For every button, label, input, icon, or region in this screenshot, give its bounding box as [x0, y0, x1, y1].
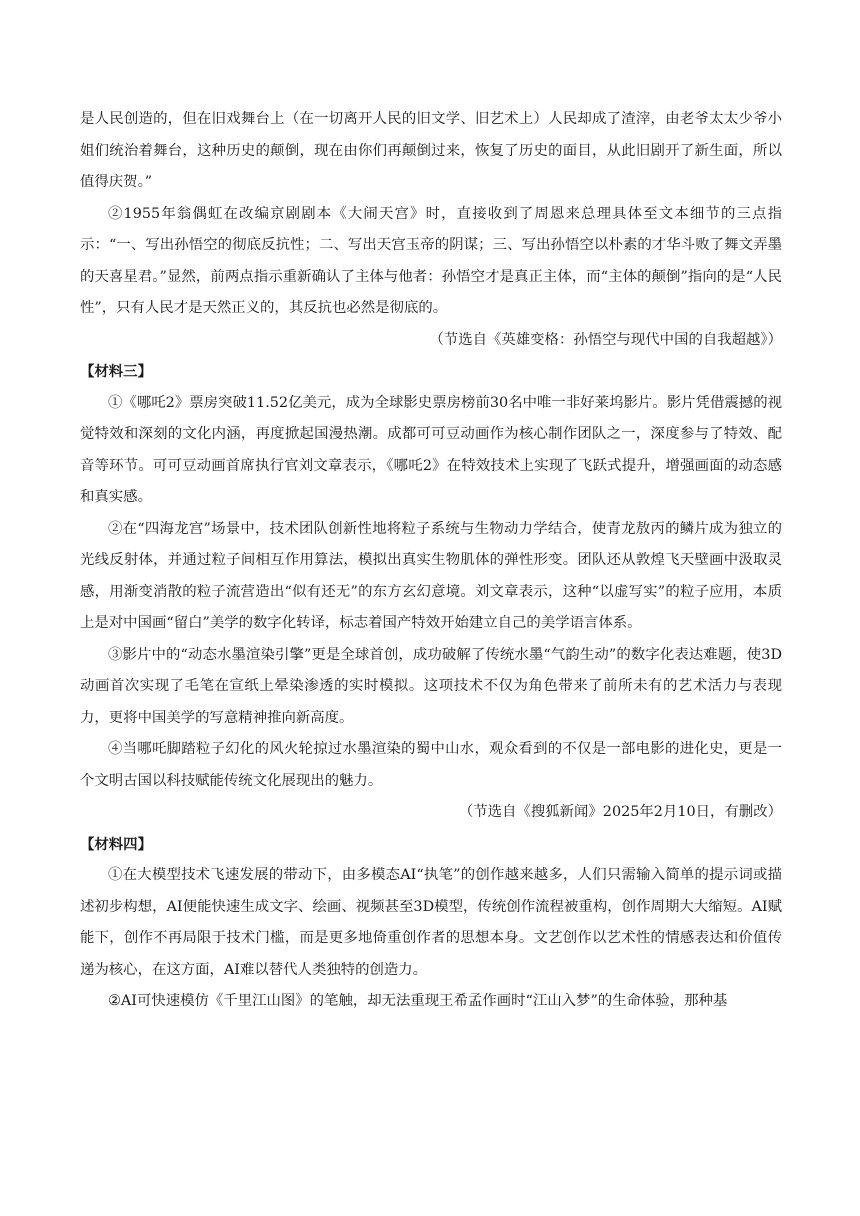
- paragraph-material3-item1: ①《哪吒2》票房突破11.52亿美元，成为全球影史票房榜前30名中唯一非好莱坞影片。影片凭借震撼的视觉特效和深刻的文化内涵，再度掀起国漫热潮。成都可可豆动画作为核心制作团队之一，深度参与了特效、配音等环节。可可豆动画首席执行官刘文章表示，《哪吒2》在特效技术上实现了飞跃式提升，增强画面的动态感和真实感。: [80, 394, 782, 505]
- paragraph-material4-item2: ②AI可快速模仿《千里江山图》的笔触，却无法重现王希孟作画时“江山入梦”的生命体验，那种基: [108, 993, 728, 1009]
- paragraph-material3-item3: ③影片中的“动态水墨渲染引擎”更是全球首创，成功破解了传统水墨“气韵生动”的数字化表达难题，使3D动画首次实现了毛笔在宣纸上晕染渗透的实时模拟。这项技术不仅为角色带来了前所未有的艺术活力与表现力，更将中国美学的写意精神推向新高度。: [80, 646, 782, 726]
- document-body: [80, 104, 782, 1018]
- source-citation: （节选自《英雄变格：孙悟空与现代中国的自我超越》）: [429, 331, 782, 348]
- section-heading-material4: 【材料四】: [80, 835, 152, 853]
- paragraph-material3-item2: ②在“四海龙宫”场景中，技术团队创新性地将粒子系统与生物动力学结合，使青龙敖丙的鳞片成为独立的光线反射体，并通过粒子间相互作用算法，模拟出真实生物肌体的弹性形变。团队还从敦煌飞天壁画中汲取灵感，用渐变消散的粒子流营造出“似有还无”的东方玄幻意境。刘文章表示，这种“以虚写实”的粒子应用，本质上是对中国画“留白”美学的数字化转译，标志着国产特效开始建立自己的美学语言体系。: [80, 520, 782, 631]
- paragraph-material2-item2: ②1955年翁偶虹在改编京剧剧本《大闹天宫》时，直接收到了周恩来总理具体至文本细节的三点指示：“一、写出孙悟空的彻底反抗性；二、写出天宫玉帝的阴谋；三、写出孙悟空以朴素的才华斗败了舞文弄墨的天喜星君。”显然，前两点指示重新确认了主体与他者：孙悟空才是真正主体，而“主体的颠倒”指向的是“人民性”，只有人民才是天然正义的，其反抗也必然是彻底的。: [80, 205, 782, 316]
- section-heading-material3: 【材料三】: [80, 363, 152, 380]
- paragraph-continued: 是人民创造的，但在旧戏舞台上（在一切离开人民的旧文学、旧艺术上）人民却成了渣滓，由老爷太太少爷小姐们统治着舞台，这种历史的颠倒，现在由你们再颠倒过来，恢复了历史的面目，从此旧剧开了新生面，所以值得庆贺。”: [80, 111, 782, 190]
- paragraph-material3-item4: ④当哪吒脚踏粒子幻化的风火轮掠过水墨渲染的蜀中山水，观众看到的不仅是一部电影的进化史，更是一个文明古国以科技赋能传统文化展现出的魅力。: [80, 741, 782, 789]
- source-citation: （节选自《搜狐新闻》2025年2月10日，有删改）: [458, 804, 782, 820]
- paragraph-material4-item1: ①在大模型技术飞速发展的带动下，由多模态AI“执笔”的创作越来越多，人们只需输入简单的提示词或描述初步构想，AI便能快速生成文字、绘画、视频甚至3D模型，传统创作流程被重构，创作周期大大缩短。AI赋能下，创作不再局限于技术门槛，而是更多地倚重创作者的思想本身。文艺创作以艺术性的情感表达和价值传递为核心，在这方面，AI难以替代人类独特的创造力。: [80, 867, 782, 978]
